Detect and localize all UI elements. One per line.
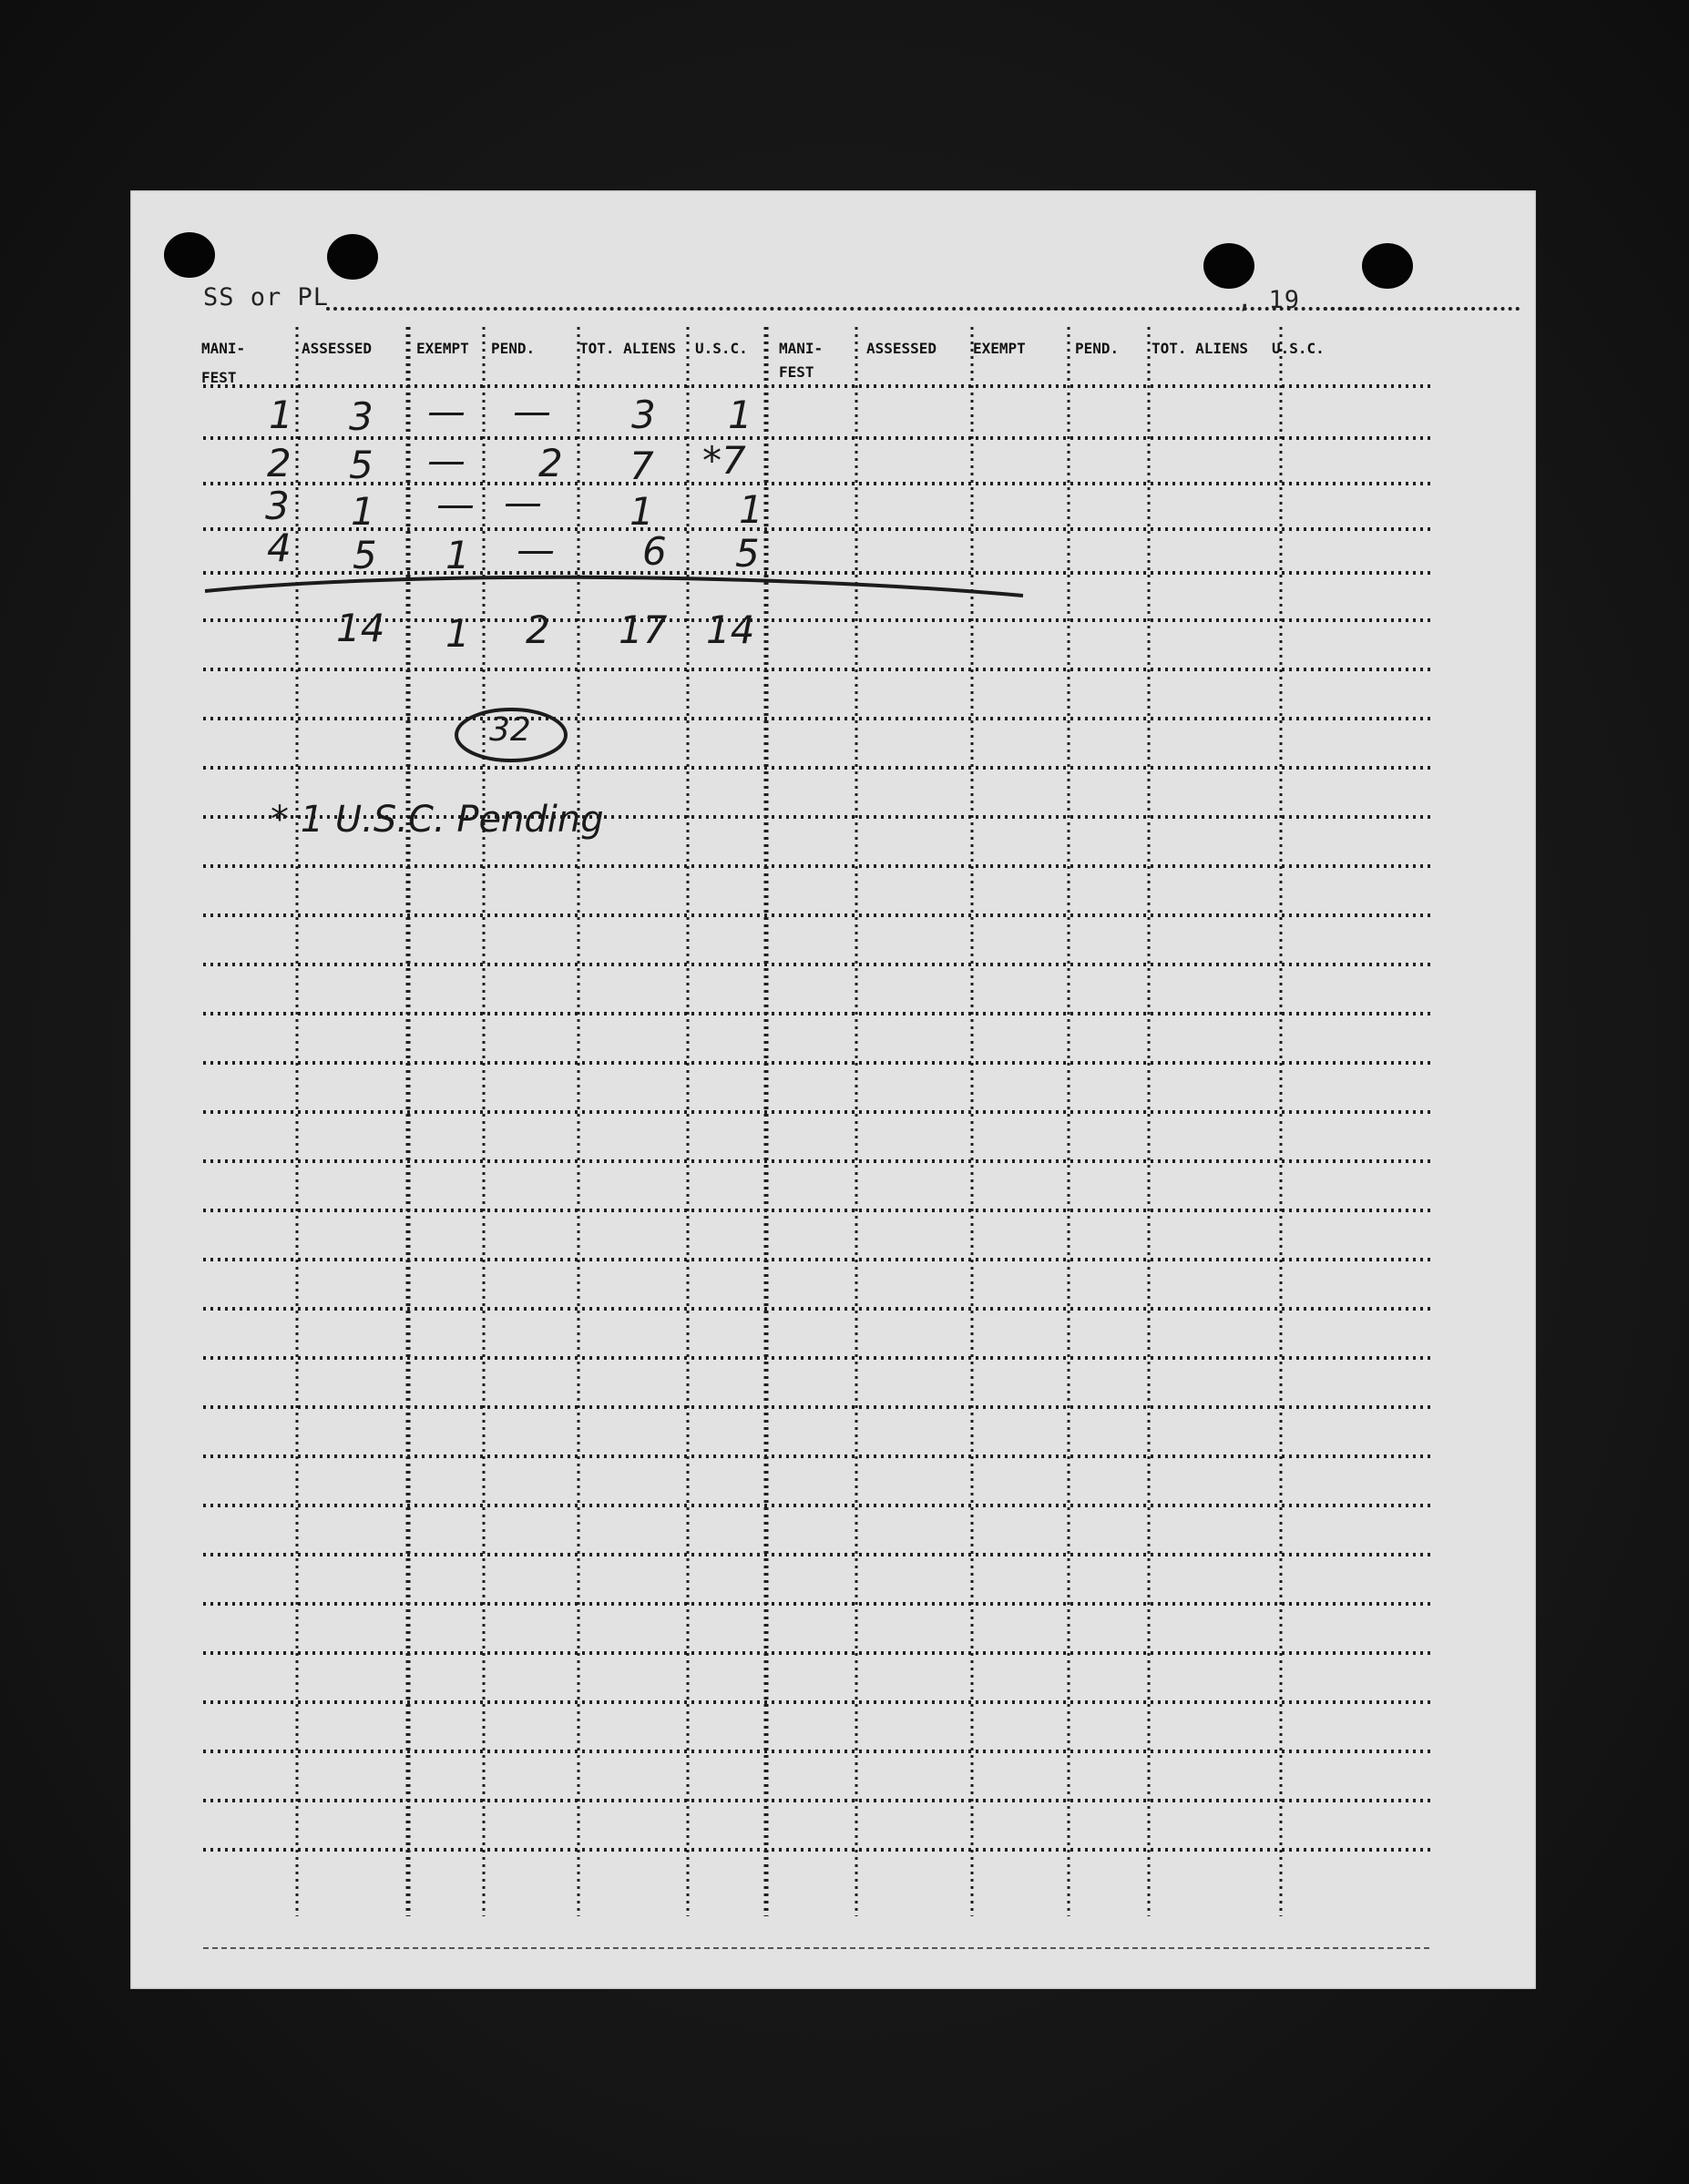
hw-row1-exempt: — [427, 389, 466, 434]
hw-row4-usc: 5 [735, 531, 760, 576]
hw-total-assessed: 14 [336, 606, 385, 650]
hw-row2-usc: *7 [702, 438, 746, 483]
ledger-grid [130, 190, 1536, 1989]
hw-row3-exempt: — [436, 482, 475, 526]
header-manifest-right: MANI- [779, 340, 824, 357]
header-exempt: EXEMPT [416, 340, 469, 357]
hw-row4-manifest: 4 [267, 526, 292, 570]
header-pend: PEND. [491, 340, 536, 357]
hw-row1-pend: — [513, 389, 551, 434]
vessel-label: SS or PL [203, 283, 330, 311]
header-manifest-right-cont: FEST [779, 363, 814, 381]
header-tot-aliens: TOT. ALIENS [579, 340, 676, 357]
header-usc-right: U.S.C. [1272, 340, 1325, 357]
header-assessed-right: ASSESSED [866, 340, 937, 357]
hw-row3-pend: — [504, 480, 542, 525]
hw-total-usc: 14 [706, 607, 755, 652]
hw-row4-exempt: 1 [445, 533, 470, 577]
hw-row3-usc: 1 [739, 487, 763, 532]
hw-row3-assessed: 1 [351, 489, 375, 534]
hw-total-pend: 2 [526, 607, 550, 652]
hw-grand-total: 32 [489, 711, 531, 749]
hw-total-exempt: 1 [445, 611, 470, 656]
hw-row1-assessed: 3 [349, 394, 374, 439]
header-assessed: ASSESSED [302, 340, 373, 357]
hw-row2-pend: 2 [538, 441, 563, 485]
header-exempt-right: EXEMPT [973, 340, 1026, 357]
hw-row1-tot-aliens: 3 [631, 393, 656, 437]
header-manifest: MANI- [201, 340, 246, 357]
header-tot-aliens-right: TOT. ALIENS [1152, 340, 1248, 357]
year-label: , 19 [1237, 286, 1301, 314]
hw-footnote: * 1 U.S.C. Pending [271, 799, 604, 841]
hw-row2-manifest: 2 [267, 441, 292, 485]
header-pend-right: PEND. [1075, 340, 1120, 357]
hw-row2-assessed: 5 [349, 443, 374, 487]
header-usc: U.S.C. [695, 340, 748, 357]
hw-row1-manifest: 1 [269, 393, 293, 437]
hw-row4-assessed: 5 [353, 533, 377, 577]
hw-row1-usc: 1 [728, 393, 752, 437]
hw-row4-tot-aliens: 6 [642, 529, 667, 574]
hw-total-tot-aliens: 17 [619, 607, 668, 652]
hw-row2-exempt: — [427, 438, 466, 483]
hw-row2-tot-aliens: 7 [630, 444, 654, 488]
hw-row3-tot-aliens: 1 [630, 489, 654, 534]
form-sheet [130, 190, 1536, 1989]
hw-row4-pend: — [517, 527, 555, 572]
handwritten-total-stroke [205, 577, 1023, 596]
hw-row3-manifest: 3 [265, 484, 290, 528]
header-manifest-cont: FEST [201, 369, 237, 386]
